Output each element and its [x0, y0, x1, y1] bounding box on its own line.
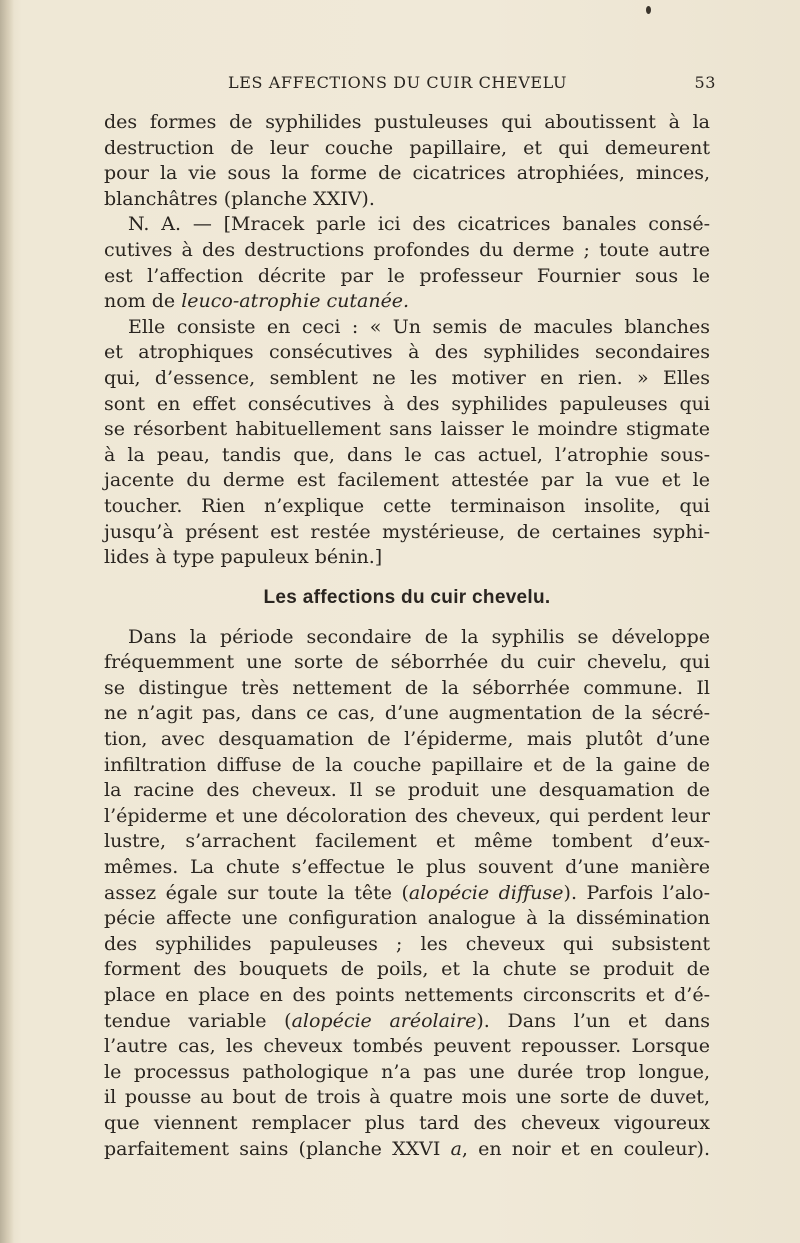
text-line: tion, avec desquamation de l’épiderme, mais plutôt d’une — [104, 728, 710, 751]
text-line: se résorbent habituellement sans laisser le moindre stigmate — [104, 418, 710, 441]
text-run: ). Dans l’un et dans — [476, 1009, 711, 1032]
text-line — [104, 1009, 710, 1035]
running-title: LES AFFECTIONS DU CUIR CHEVELU — [228, 73, 568, 92]
text-line: forment des bouquets de poils, et la chute se produit de — [104, 958, 710, 981]
text-line: est l’affection décrite par le professeur Fournier sous le — [104, 264, 710, 287]
text-line: lustre, s’arrachent facilement et même tombent d’eux- — [104, 830, 710, 853]
text-run: ). Parfois l’alo- — [563, 881, 710, 904]
text-line: pécie affecte une configuration analogue à la dissémination — [104, 907, 710, 930]
text-run: parfaitement sains (planche XXVI — [104, 1137, 451, 1160]
text-line: le processus pathologique n’a pas une durée trop longue, — [104, 1060, 710, 1083]
section-heading: Les affections du cuir chevelu. — [263, 586, 551, 608]
text-line: pour la vie sous la forme de cicatrices atrophiées, minces, — [104, 162, 710, 185]
text-line: Dans la période secondaire de la syphilis se développe — [128, 625, 710, 648]
text-run: , en noir et en couleur). — [461, 1137, 710, 1160]
text-line: destruction de leur couche papillaire, et qui demeurent — [104, 136, 710, 159]
text-line: et atrophiques consécutives à des syphilides secondaires — [104, 341, 710, 364]
text-line: qui, d’essence, semblent ne les motiver en rien. » Elles — [104, 366, 710, 389]
text-line: il pousse au bout de trois à quatre mois une sorte de duvet, — [104, 1086, 710, 1109]
text-line: des syphilides papuleuses ; les cheveux qui subsistent — [104, 932, 710, 955]
running-header — [208, 73, 716, 99]
italic-term: alopécie diffuse — [408, 881, 564, 904]
text-line: l’épiderme et une décoloration des cheveux, qui perdent leur — [104, 804, 710, 827]
text-line: blanchâtres (planche XXIV). — [104, 187, 375, 210]
italic-term: alopécie aréolaire — [291, 1009, 477, 1032]
text-line: des formes de syphilides pustuleuses qui aboutissent à la — [104, 111, 710, 133]
text-line: cutives à des destructions profondes du derme ; toute autre — [104, 238, 710, 261]
text-line: que viennent remplacer plus tard des cheveux vigoureux — [104, 1111, 710, 1134]
text-line: sont en effet consécutives à des syphilides papuleuses qui — [104, 392, 710, 415]
text-run: tendue variable ( — [104, 1009, 292, 1032]
page-number: 53 — [694, 73, 716, 92]
text-line: lides à type papuleux bénin.] — [104, 546, 383, 569]
text-line — [104, 1137, 710, 1163]
text-line: jusqu’à présent est restée mystérieuse, de certaines syphi- — [104, 520, 710, 543]
italic-term: leuco-atrophie cutanée. — [181, 290, 410, 313]
text-line: jacente du derme est facilement attestée par la vue et le — [104, 469, 710, 492]
text-line: mêmes. La chute s’effectue le plus souvent d’une manière — [104, 856, 710, 879]
text-line: N. A. — [Mracek parle ici des cicatrices banales consé- — [128, 213, 710, 236]
text-line: à la peau, tandis que, dans le cas actuel, l’atrophie sous- — [104, 443, 710, 466]
text-line: la racine des cheveux. Il se produit une desquamation de — [104, 779, 710, 802]
text-line — [104, 289, 710, 315]
page-gutter — [0, 0, 14, 1243]
text-line: ne n’agit pas, dans ce cas, d’une augmentation de la sécré- — [104, 702, 710, 725]
text-line: l’autre cas, les cheveux tombés peuvent repousser. Lorsque — [104, 1035, 710, 1058]
ink-speck — [646, 6, 651, 14]
text-line: fréquemment une sorte de séborrhée du cuir chevelu, qui — [104, 651, 710, 674]
text-run: assez égale sur toute la tête ( — [104, 881, 409, 904]
text-line: se distingue très nettement de la séborrhée commune. Il — [104, 676, 710, 699]
body-text — [104, 110, 710, 1162]
text-run: nom de — [104, 290, 182, 313]
italic-term: a — [450, 1137, 462, 1160]
text-line: place en place en des points nettements circonscrits et d’é- — [104, 984, 710, 1006]
text-line: toucher. Rien n’explique cette terminaison insolite, qui — [104, 494, 710, 517]
text-line — [104, 881, 710, 907]
text-line: Elle consiste en ceci : « Un semis de macules blanches — [128, 315, 710, 338]
text-line: infiltration diffuse de la couche papillaire et de la gaine de — [104, 753, 710, 776]
